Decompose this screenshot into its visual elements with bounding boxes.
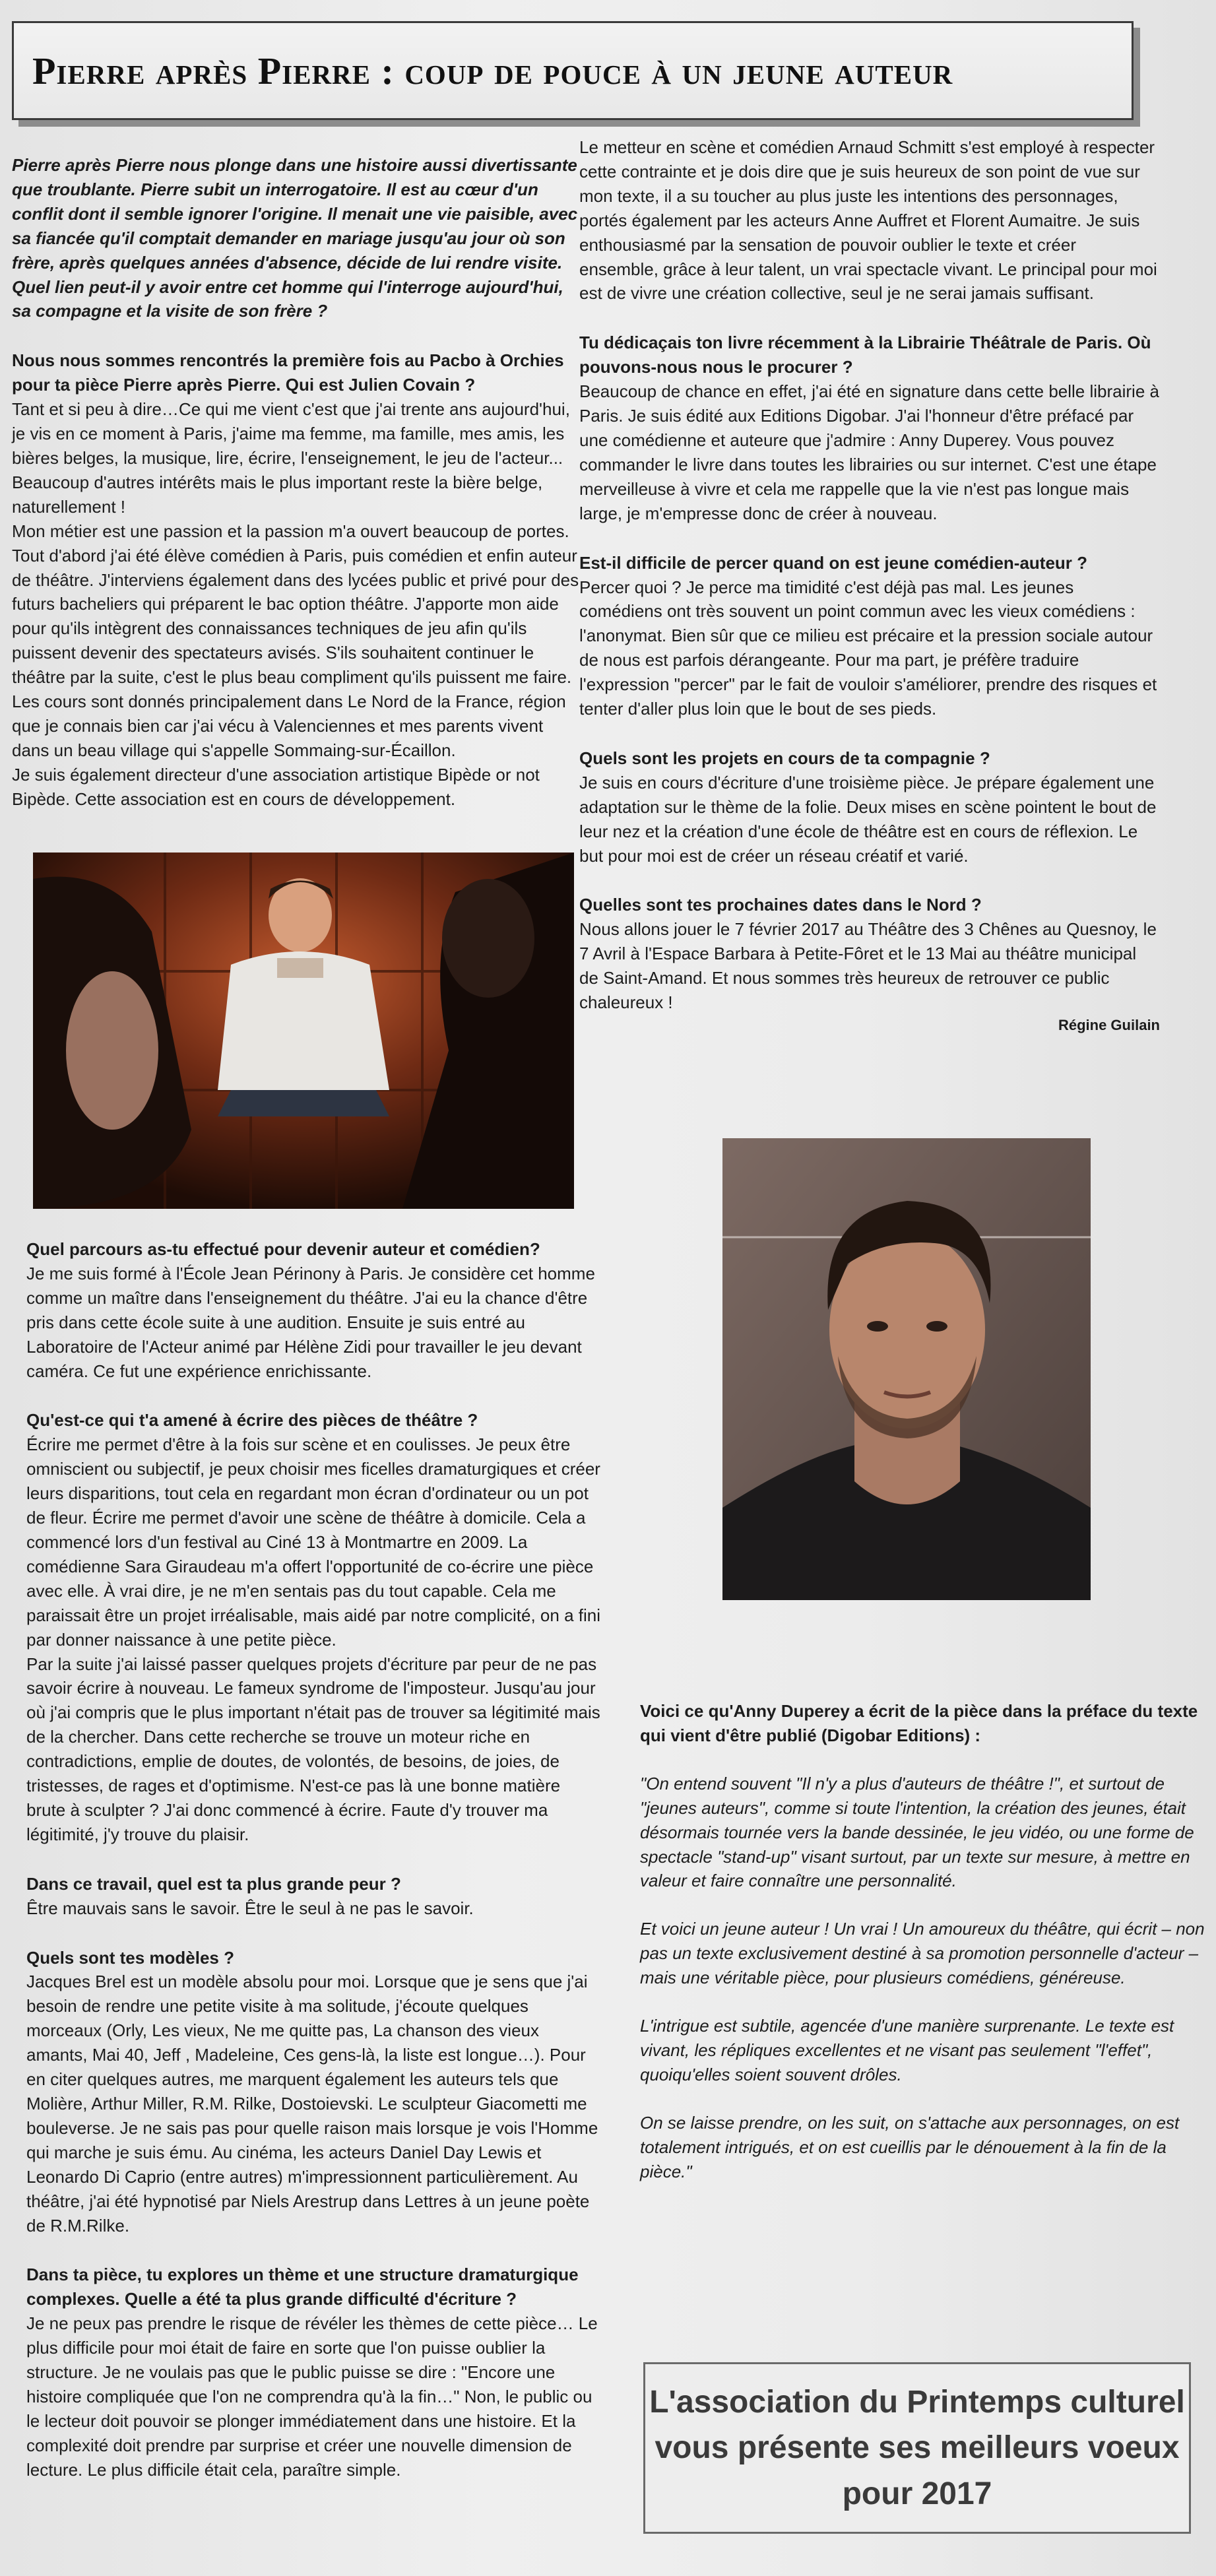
quote-paragraph: On se laisse prendre, on les suit, on s'attache aux personnages, on est totalement intrigués, et on est cueillis par le dénouement à la fin de la pièce." [640,2112,1180,2181]
question: Dans ce travail, quel est ta plus grande peur ? [26,1873,401,1894]
answer: Tant et si peu à dire…Ce qui me vient c'est que j'ai trente ans aujourd'hui, je vis en ce moment à Paris, j'aime ma femme, ma famille, mes amis, les bières belges, la musique, lire, écrire, l'enseignement, le jeu de l'acteur... Beaucoup d'autres intérêts mais le plus important reste la bière belge, naturellement ! [12,399,570,517]
promo-line: L'association du Printemps culturel [649,2384,1185,2420]
question: Dans ta pièce, tu explores un thème et une structure dramaturgique complexes. Quelle a été ta plus grande difficulté d'écriture ? [26,2265,579,2309]
answer: Le metteur en scène et comédien Arnaud Schmitt s'est employé à respecter cette contrainte et je dois dire que je suis heureux de son point de vue sur mon texte, il a su toucher au plus juste les intentions des personnages, portés également par les acteurs Anne Auffret et Florent Aumaitre. Je suis enthousiasmé par la sensation de pouvoir oublier le texte et créer ensemble, grâce à leur talent, un vrai spectacle vivant. Le principal pour moi est de vivre une création collective, seul je ne serai jamais suffisant. [579,137,1157,304]
promo-box [643,2362,1191,2534]
stage-photo-image [33,853,574,1209]
answer: Percer quoi ? Je perce ma timidité c'est déjà pas mal. Les jeunes comédiens ont très souvent un point commun avec les vieux comédiens : l'anonymat. Bien sûr que ce milieu est précaire et la pression sociale autour de nous est parfois dérangeante. Pour ma part, je préfère traduire l'expression "percer" par le fait de vouloir s'améliorer, prendre des risques et tenter d'aller plus loin que le bout de ses pieds. [579,577,1157,719]
quote-heading: Voici ce qu'Anny Duperey a écrit de la pièce dans la préface du texte qui vient d'être publié (Digobar Editions) : [640,1701,1198,1745]
answer: Être mauvais sans le savoir. Être le seul à ne pas le savoir. [26,1898,474,1918]
answer: Mon métier est une passion et la passion m'a ouvert beaucoup de portes. Tout d'abord j'ai été élève comédien à Paris, puis comédien et enfin auteur de théâtre. J'interviens également dans des lycées public et privé pour des futurs bacheliers qui préparent le bac option théâtre. J'apporte mon aide pour qu'ils intègrent des connaissances techniques de jeu afin qu'ils puissent devenir des spectateurs avisés. S'ils souhaitent continuer le théâtre par la suite, c'est le plus beau compliment qu'ils puissent me faire. Les cours sont donnés principalement dans Le Nord de la France, région que je connais bien car j'ai vécu à Valenciennes et mes parents vivent dans un beau village qui s'appelle Sommaing-sur-Écaillon. [12,521,579,760]
signature: Régine Guilain [1058,1017,1160,1033]
left-column-top [12,153,579,812]
title-banner [12,21,1134,120]
question: Quelles sont tes prochaines dates dans le Nord ? [579,895,982,915]
stage-photo [33,853,574,1209]
author-portrait [722,1138,1091,1600]
quote-paragraph: L'intrigue est subtile, agencée d'une manière surprenante. Le texte est vivant, les répliques excellentes et ne visant pas seulement "l'effet", quoiqu'elles soient souvent drôles. [640,2016,1174,2084]
promo-line: pour 2017 [842,2476,992,2511]
answer: Jacques Brel est un modèle absolu pour moi. Lorsque que je sens que j'ai besoin de rendre une petite visite à ma solitude, j'écoute quelques morceaux (Orly, Les vieux, Ne me quitte pas, La chanson des vieux amants, Mai 40, Jeff , Madeleine, Ces gens-là, la liste est longue…). Pour en citer quelques autres, me marquent également les auteurs tels que Molière, Arthur Miller, R.M. Rilke, Dostoievski. Le sculpteur Giacometti me bouleverse. Je ne sais pas pour quelle raison mais lorsque je vois l'Homme qui marche je suis ému. Au cinéma, les acteurs Daniel Day Lewis et Leonardo Di Caprio (entre autres) m'impressionnent particulièrement. Au théâtre, j'ai été hypnotisé par Niels Arestrup dans Lettres à un jeune poète de R.M.Rilke. [26,1972,598,2236]
author-portrait-image [722,1138,1091,1600]
answer: Je suis également directeur d'une association artistique Bipède or not Bipède. Cette association est en cours de développement. [12,764,540,809]
answer: Beaucoup de chance en effet, j'ai été en signature dans cette belle librairie à Paris. Je suis édité aux Editions Digobar. J'ai l'honneur d'être préfacé par une comédienne et auteure que j'admire : Anny Duperey. Vous pouvez commander le livre dans toutes les librairies ou sur internet. C'est une étape merveilleuse à vivre et cela me rappelle que la vie n'est pas longue mais large, je m'empresse donc de créer à nouveau. [579,381,1159,523]
answer: Par la suite j'ai laissé passer quelques projets d'écriture par peur de ne pas savoir écrire à nouveau. Le fameux syndrome de l'imposteur. Jusqu'au jour où j'ai compris que le plus important n'était pas de trouver sa légitimité mais de la chercher. Dans cette recherche se trouve un moteur riche en contradictions, emplie de doutes, de volontés, de besoins, de joies, de tristesses, de rages et d'optimisme. N'est-ce pas là une bonne matière brute à sculpter ? J'ai donc commencé à écrire. Faute d'y trouver ma légitimité, j'y trouve du plaisir. [26,1654,600,1844]
intro-paragraph: Pierre après Pierre nous plonge dans une histoire aussi divertissante que troublante. Pierre subit un interrogatoire. Il est au cœur d'un conflit dont il semble ignorer l'origine. Il menait une vie paisible, avec sa fiancée qu'il comptait demander en mariage jusqu'au jour où son frère, après quelques années d'absence, décide de lui rendre visite. Quel lien peut-il y avoir entre cet homme qui l'interroge aujourd'hui, sa compagne et la visite de son frère ? [12,155,578,321]
answer: Nous allons jouer le 7 février 2017 au Théâtre des 3 Chênes au Quesnoy, le 7 Avril à l'Espace Barbara à Petite-Fôret et le 13 Mai au théâtre municipal de Saint-Amand. Et nous sommes très heureux de retrouver ce public chaleureux ! [579,919,1157,1013]
quote-paragraph: Et voici un jeune auteur ! Un vrai ! Un amoureux du théâtre, qui écrit – non pas un texte exclusivement destiné à sa promotion personnelle d'acteur – mais une véritable pièce, pour plusieurs comédiens, généreuse. [640,1919,1205,1988]
question: Quels sont tes modèles ? [26,1947,234,1968]
answer: Écrire me permet d'être à la fois sur scène et en coulisses. Je peux être omniscient ou subjectif, je peux choisir mes ficelles dramaturgiques et créer leurs disparitions, tout cela en regardant mon écran d'ordinateur ou un pot de fleur. Écrire me permet d'avoir une scène de théâtre à domicile. Cela a commencé lors d'un festival au Ciné 13 à Montmartre en 2009. La comédienne Sara Giraudeau m'a offert l'opportunité de co-écrire une pièce avec elle. À vrai dire, je ne m'en sentais pas du tout capable. Cela me paraissait être un projet irréalisable, mais aidé par notre complicité, on a fini par donner naissance à une petite pièce. [26,1434,600,1650]
question: Quels sont les projets en cours de ta compagnie ? [579,748,990,768]
question: Quel parcours as-tu effectué pour devenir auteur et comédien? [26,1239,540,1259]
question: Tu dédicaçais ton livre récemment à la Librairie Théâtrale de Paris. Où pouvons-nous nous le procurer ? [579,333,1151,377]
answer: Je me suis formé à l'École Jean Périnony à Paris. Je considère cet homme comme un maître dans l'enseignement du théâtre. J'ai eu la chance d'être pris dans cette école suite à une audition. Ensuite je suis entré au Laboratoire de l'Acteur animé par Hélène Zidi pour travailler le jeu devant caméra. Ce fut une expérience enrichissante. [26,1263,595,1381]
question: Est-il difficile de percer quand on est jeune comédien-auteur ? [579,552,1088,573]
answer: Je ne peux pas prendre le risque de révéler les thèmes de cette pièce… Le plus difficile pour moi était de faire en sorte que l'on puisse oublier la structure. Je ne voulais pas que le public puisse se dire : "Encore une histoire compliquée que l'on ne comprendra qu'à la fin…" Non, le public ou le lecteur doit pouvoir se plonger immédiatement dans une histoire. Et la complexité doit prendre par surprise et créer une nouvelle dimension de lecture. Le plus difficile était cela, paraître simple. [26,2313,598,2480]
left-column-bottom [26,1237,600,2482]
article-title: Pierre après Pierre : coup de pouce à un jeune auteur [32,49,953,92]
quote-paragraph: "On entend souvent "Il n'y a plus d'auteurs de théâtre !", et surtout de "jeunes auteurs", comme si toute l'intention, la création des jeunes, était désormais tournée vers la bande dessinée, le jeu vidéo, ou une forme de spectacle "stand-up" visant surtout, par un texte sur mesure, à mettre en valeur et faire connaître une personnalité. [640,1773,1194,1891]
question: Qu'est-ce qui t'a amené à écrire des pièces de théâtre ? [26,1410,478,1431]
preface-quote [640,1699,1207,2208]
answer: Je suis en cours d'écriture d'une troisième pièce. Je prépare également une adaptation sur le thème de la folie. Deux mises en scène pointent le bout de leur nez et la création d'une école de théâtre est en cours de réflexion. Le but pour moi est de créer un réseau créatif et varié. [579,772,1157,866]
question: Nous nous sommes rencontrés la première fois au Pacbo à Orchies pour ta pièce Pierre après Pierre. Qui est Julien Covain ? [12,350,564,395]
promo-line: vous présente ses meilleurs voeux [655,2430,1180,2466]
right-column-top [579,135,1160,1035]
